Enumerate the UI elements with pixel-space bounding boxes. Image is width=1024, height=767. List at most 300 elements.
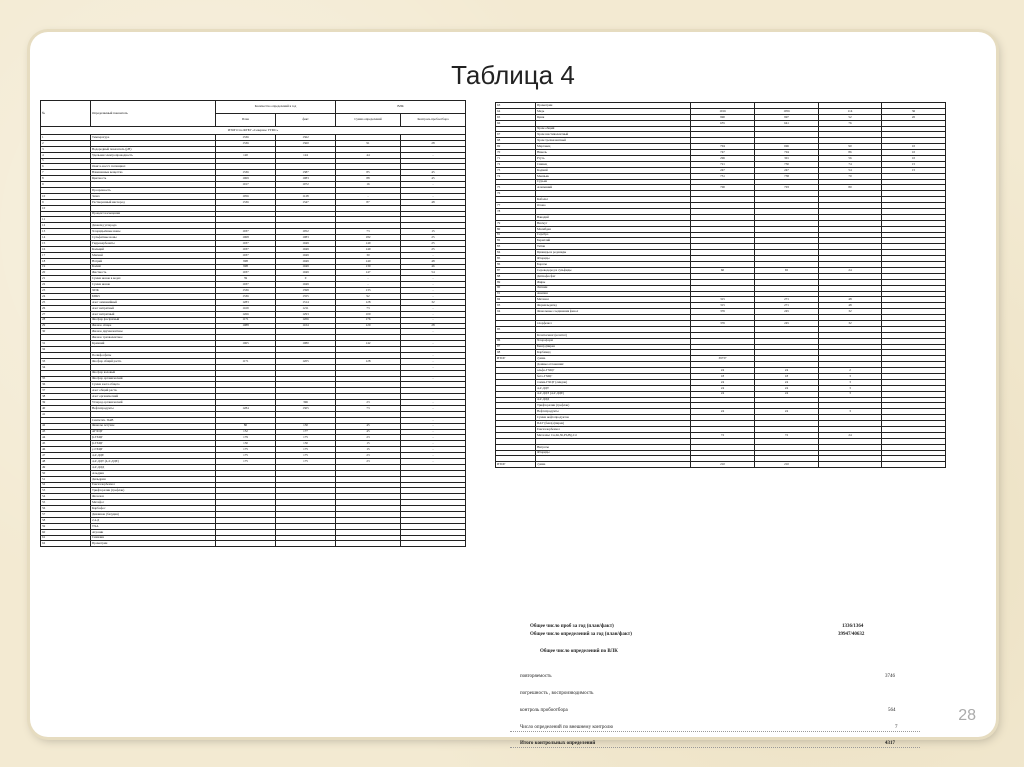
table-cell-b: 738 bbox=[755, 173, 819, 179]
summary-label: Общее число определений за год (план/факт) bbox=[530, 632, 632, 637]
table-cell-ctrl: - bbox=[401, 417, 466, 423]
summary-label: Общее число проб за год (план/факт) bbox=[530, 624, 614, 629]
summary-row bbox=[510, 741, 920, 748]
table-cell-n: 85 bbox=[496, 256, 536, 262]
table-cell-ctrl: - bbox=[401, 288, 466, 294]
table-cell-n: 1 bbox=[41, 135, 91, 141]
table-cell-plan: 1284 bbox=[216, 405, 276, 411]
table-cell-n: 2 bbox=[41, 140, 91, 146]
table-cell-plan: 120 bbox=[216, 152, 276, 158]
table-cell-name: Никель bbox=[536, 150, 691, 156]
table-cell-ctrl: - bbox=[401, 311, 466, 317]
table-cell-name: Диоксид углерода bbox=[91, 223, 216, 229]
table-cell-name: 2,4-Д bbox=[91, 517, 216, 523]
table-cell-c: 90 bbox=[819, 144, 882, 150]
table-cell-ctrl: - bbox=[401, 294, 466, 300]
table-cell-a: 24 bbox=[691, 409, 755, 415]
table-cell-b: 24 bbox=[755, 409, 819, 415]
table-cell-ctrl: - bbox=[401, 423, 466, 429]
table-cell-plan: 998 bbox=[216, 264, 276, 270]
table-cell-d: 10 bbox=[882, 144, 946, 150]
table-cell-plan bbox=[216, 541, 276, 547]
table-cell-plan: 1336 bbox=[216, 288, 276, 294]
table-cell-fact: 175 bbox=[276, 435, 336, 441]
table-cell-c bbox=[819, 462, 882, 468]
table-cell-c: 24 bbox=[819, 267, 882, 273]
table-cell-ctrl: - bbox=[401, 405, 466, 411]
table-cell-name: Дитиофосфат bbox=[536, 273, 691, 279]
table-cell-n: 9 bbox=[41, 182, 91, 188]
table-cell-b: 641 bbox=[755, 120, 819, 126]
table-cell-a: 60 bbox=[691, 267, 755, 273]
table-cell-b: 24 bbox=[755, 368, 819, 374]
table-cell-a: 18 bbox=[691, 373, 755, 379]
table-cell-ctrl: - bbox=[401, 317, 466, 323]
itogo-label: ИТОГО по ФГБУ «Северное УГМС» bbox=[41, 127, 466, 135]
table-cell-fact: 1049 bbox=[276, 270, 336, 276]
table-cell-name: Донные отложения: bbox=[536, 362, 691, 368]
table-cell-n: 79 bbox=[496, 220, 536, 226]
table-cell-plan: 175 bbox=[216, 458, 276, 464]
table-cell-c: 3 bbox=[819, 391, 882, 397]
table-cell-name: Ксантогенат (ксантат) bbox=[536, 332, 691, 338]
table-cell-name: Атразин bbox=[91, 529, 216, 535]
table-cell-name: Сероводород и сульфиды bbox=[536, 267, 691, 273]
table-cell-ctrl: 54 bbox=[401, 270, 466, 276]
header-plan: План bbox=[216, 114, 276, 127]
table-cell-ctrl: - bbox=[401, 252, 466, 258]
table-cell-name: Сульфатные ионы bbox=[91, 235, 216, 241]
table-cell-fact: 1049 bbox=[276, 258, 336, 264]
table-cell-name: Железо двухвалентное bbox=[91, 329, 216, 335]
table-cell-n: 53 bbox=[41, 488, 91, 494]
table-cell-n: 52 bbox=[41, 482, 91, 488]
table-cell-b: 210 bbox=[755, 462, 819, 468]
table-cell-name: 4,4'-ДДТ (4,4'-ДДЕ) bbox=[91, 458, 216, 464]
header-control: Контроль пробоотбора bbox=[401, 114, 466, 127]
table-cell-name: Жесткость bbox=[91, 270, 216, 276]
table-cell-b: 271 bbox=[755, 303, 819, 309]
table-cell-name: Фенольные соединения фенол bbox=[536, 309, 691, 315]
table-cell-a: 210 bbox=[691, 462, 755, 468]
table-cell-b: 704 bbox=[755, 150, 819, 156]
table-cell-sum: 87 bbox=[336, 199, 401, 205]
table-cell-c: 3 bbox=[819, 373, 882, 379]
table-cell-d: 10 bbox=[882, 150, 946, 156]
table-cell-plan: 179 bbox=[216, 435, 276, 441]
table-cell-n: 66 bbox=[496, 120, 536, 126]
table-cell-b: 247 bbox=[755, 167, 819, 173]
summary-row bbox=[510, 674, 920, 681]
table-cell-ctrl: 46 bbox=[401, 264, 466, 270]
table-cell-fact: 175 bbox=[276, 458, 336, 464]
table-cell-name: Цветность bbox=[91, 176, 216, 182]
table-cell-ctrl: 28 bbox=[401, 323, 466, 329]
table-cell-b: 24 bbox=[755, 385, 819, 391]
table-cell-n: 49 bbox=[41, 464, 91, 470]
table-cell-n: 45 bbox=[41, 441, 91, 447]
table-cell-plan: 1037 bbox=[216, 229, 276, 235]
table-cell-n: 90 bbox=[496, 285, 536, 291]
table-cell-name: Кремний bbox=[91, 341, 216, 347]
table-cell-d: 20 bbox=[882, 114, 946, 120]
table-cell-name: Диазинон (базудин) bbox=[91, 512, 216, 518]
table-cell-plan: 1171 bbox=[216, 317, 276, 323]
table-cell-sum: 73 bbox=[336, 405, 401, 411]
table-cell-c: 32 bbox=[819, 309, 882, 315]
summary-row bbox=[510, 624, 920, 631]
table-cell-sum: 142 bbox=[336, 341, 401, 347]
table-cell-name: Нефтепродукты bbox=[536, 409, 691, 415]
table-cell-n: 30 bbox=[41, 329, 91, 335]
table-cell-fact: 175 bbox=[276, 447, 336, 453]
table-cell-c: 86 bbox=[819, 150, 882, 156]
table-cell-name: Фосфор фосфатный bbox=[91, 317, 216, 323]
table-cell-name: Гексахлорбензол bbox=[536, 426, 691, 432]
table-cell-sum: 45 bbox=[336, 429, 401, 435]
table-cell-n: 87 bbox=[496, 267, 536, 273]
table-cell-b: 271 bbox=[755, 297, 819, 303]
table-cell-name: ΑΓΧЦΓ bbox=[91, 429, 216, 435]
table-cell-plan: 1037 bbox=[216, 282, 276, 288]
table-cell-name: Сумма азота общего bbox=[91, 382, 216, 388]
table-cell-a: 247 bbox=[691, 167, 755, 173]
table-cell-n: 71 bbox=[496, 156, 536, 162]
table-cell-n: 41 bbox=[41, 411, 91, 417]
table-cell-n: 65 bbox=[496, 114, 536, 120]
table-cell-ctrl: - bbox=[401, 152, 466, 158]
table-cell-name: Фенолы летучие bbox=[91, 423, 216, 429]
table-cell-n: 11 bbox=[41, 217, 91, 223]
table-cell-fact: 1347 bbox=[276, 199, 336, 205]
table-cell-name: Кобальт bbox=[536, 197, 691, 203]
table-cell-name: Фториды bbox=[536, 256, 691, 262]
header-vlk-group: ВЛК bbox=[336, 101, 466, 114]
table-cell-fact: 1083 bbox=[276, 235, 336, 241]
table-cell-n: 95 bbox=[496, 326, 536, 332]
table-cell-name: Бенз(а)пирен bbox=[536, 344, 691, 350]
table-cell-n: 47 bbox=[41, 453, 91, 459]
table-cell-name: Калий bbox=[91, 264, 216, 270]
table-cell-a: 704 bbox=[691, 144, 755, 150]
table-cell-name: ТХА bbox=[91, 523, 216, 529]
table-cell-n: 16 bbox=[41, 246, 91, 252]
table-cell-name: Фозалон bbox=[91, 494, 216, 500]
table-cell-name: Углерод органический bbox=[91, 400, 216, 406]
table-cell-ctrl: - bbox=[401, 364, 466, 370]
table-cell-n: ИТОГ bbox=[496, 356, 536, 362]
table-cell-sum: - bbox=[336, 276, 401, 282]
table-cell-n: 8 bbox=[41, 176, 91, 182]
table-cell-n: 5 bbox=[41, 158, 91, 164]
table-cell-name: Железо трехвалентное bbox=[91, 335, 216, 341]
table-cell-n: 92 bbox=[496, 297, 536, 303]
table-cell-name: Фториды bbox=[536, 450, 691, 456]
table-cell-fact: 1293 bbox=[276, 311, 336, 317]
table-cell-ctrl: - bbox=[401, 305, 466, 311]
header-sum: Сумма определений bbox=[336, 114, 401, 127]
table-cell-fact: 130 bbox=[276, 441, 336, 447]
table-cell-name: Гексахлорбензол bbox=[91, 482, 216, 488]
table-cell-name: Титан bbox=[536, 244, 691, 250]
table-cell-plan: 1336 bbox=[216, 199, 276, 205]
table-cell-a: 315 bbox=[691, 303, 755, 309]
table-cell-ctrl: - bbox=[401, 429, 466, 435]
table-cell-name: Карбофос bbox=[91, 506, 216, 512]
summary-value: 7 bbox=[895, 725, 898, 730]
table-cell-n: 44 bbox=[41, 435, 91, 441]
table-cell-n: 13 bbox=[41, 229, 91, 235]
table-cell-name: Фосфор общий раств. bbox=[91, 358, 216, 364]
table-cell-a: 296 bbox=[691, 156, 755, 162]
table-cell-n: 70 bbox=[496, 150, 536, 156]
table-cell-c: 80 bbox=[819, 185, 882, 191]
table-cell-n: 63 bbox=[496, 103, 536, 109]
table-cell-a: 721 bbox=[691, 161, 755, 167]
table-cell-c: 3 bbox=[819, 379, 882, 385]
table-cell-n: 38 bbox=[41, 394, 91, 400]
table-cell-name: Металлы: Cu,Zn,Ni,Pb,Hg,Cd bbox=[536, 432, 691, 438]
table-cell-plan: 1336 bbox=[216, 170, 276, 176]
table-cell-name: Полифосфаты bbox=[91, 352, 216, 358]
table-cell-sum: 92 bbox=[336, 294, 401, 300]
table-cell-a: 72 bbox=[691, 432, 755, 438]
table-cell-sum: 182 bbox=[336, 235, 401, 241]
table-cell-name: β-ГХЦГ bbox=[91, 441, 216, 447]
table-cell-name: Серебро bbox=[536, 232, 691, 238]
table-cell-ctrl: - bbox=[401, 276, 466, 282]
table-cell-fact: 175 bbox=[276, 453, 336, 459]
table-cell-name: Бораты bbox=[536, 262, 691, 268]
table-cell-name: Фосфор органический bbox=[91, 376, 216, 382]
table-cell-b: 24 bbox=[755, 379, 819, 385]
table-cell-plan: 1171 bbox=[216, 358, 276, 364]
table-cell-n: 83 bbox=[496, 244, 536, 250]
header-num: № bbox=[41, 101, 91, 127]
table-cell-b: 703 bbox=[755, 185, 819, 191]
table-cell-n: 4 bbox=[41, 152, 91, 158]
table-cell-n: 23 bbox=[41, 288, 91, 294]
table-cell-name: Азот нитратный bbox=[91, 305, 216, 311]
table-cell-name: Ванадий bbox=[536, 214, 691, 220]
slide bbox=[30, 32, 996, 746]
table-cell-name: Железо общее bbox=[91, 323, 216, 329]
table-cell-n: 74 bbox=[496, 173, 536, 179]
table-cell-name: Удельная электропроводность bbox=[91, 152, 216, 158]
table-cell-n: 54 bbox=[41, 494, 91, 500]
table-cell-c: 3 bbox=[819, 409, 882, 415]
summary-row bbox=[510, 649, 920, 656]
table-cell-fact: 0 bbox=[276, 276, 336, 282]
table-cell-n: 80 bbox=[496, 226, 536, 232]
table-cell-name: Молибден bbox=[536, 226, 691, 232]
table-cell-sum: 140 bbox=[336, 258, 401, 264]
table-cell-a: 24 bbox=[691, 368, 755, 374]
table-cell-fact: 1211 bbox=[276, 305, 336, 311]
table-cell-ctrl: 32 bbox=[401, 299, 466, 305]
table-cell-sum: - bbox=[336, 282, 401, 288]
table-cell-c: 70 bbox=[819, 173, 882, 179]
table-cell-sum: 23 bbox=[336, 458, 401, 464]
table-cell-sum: 88 bbox=[336, 176, 401, 182]
table-cell-plan: 175 bbox=[216, 447, 276, 453]
table-cell-sum: 15 bbox=[336, 441, 401, 447]
table-cell-name: ПАУ (бенз(а)пирен) bbox=[536, 421, 691, 427]
table-cell-n: 96 bbox=[496, 338, 536, 344]
table-cell-name: γ-ГХЦГ bbox=[91, 447, 216, 453]
table-cell-n: 78 bbox=[496, 209, 536, 215]
table-cell-name: Алюминий bbox=[536, 185, 691, 191]
table-cell-sum: 120 bbox=[336, 323, 401, 329]
table-cell-name: Хром общий bbox=[536, 126, 691, 132]
table-cell-name: Кальций bbox=[91, 246, 216, 252]
table-cell-c: 48 bbox=[819, 303, 882, 309]
table-cell-name: Магний bbox=[91, 252, 216, 258]
table-cell-a: 1016 bbox=[691, 108, 755, 114]
table-cell-name: Медь bbox=[536, 108, 691, 114]
table-cell-n: 73 bbox=[496, 167, 536, 173]
table-cell-b: 24 bbox=[755, 391, 819, 397]
table-cell-n: 39 bbox=[41, 400, 91, 406]
table-cell-name: Дильдрин bbox=[91, 476, 216, 482]
table-cell-b: 18 bbox=[755, 373, 819, 379]
table-cell-plan: 1068 bbox=[216, 235, 276, 241]
summary-value: 1336/1364 bbox=[842, 624, 864, 629]
table-cell-n: 57 bbox=[41, 512, 91, 518]
itogo-row bbox=[41, 127, 466, 135]
table-cell-name: 4,4'-ДДД bbox=[91, 464, 216, 470]
table-cell-sum: 45 bbox=[336, 423, 401, 429]
table-cell-name: Кадмий bbox=[536, 167, 691, 173]
table-cell-c: 56 bbox=[819, 156, 882, 162]
table-cell-name: Окисл.-восст. потенциал bbox=[91, 164, 216, 170]
table-cell-plan: 1037 bbox=[216, 270, 276, 276]
table-cell-name: Бериллий bbox=[536, 238, 691, 244]
table-cell-name: 4,4'-ДДД bbox=[536, 397, 691, 403]
table-cell-fact: 1362 bbox=[276, 135, 336, 141]
table-cell-sum: 176 bbox=[336, 317, 401, 323]
table-cell-fact: 1205 bbox=[276, 358, 336, 364]
table-cell-ctrl: - bbox=[401, 352, 466, 358]
table-cell-c: 48 bbox=[819, 297, 882, 303]
table-cell-fact: 1072 bbox=[276, 182, 336, 188]
table-cell-name: Нитраты bbox=[536, 444, 691, 450]
table-cell-a: 315 bbox=[691, 297, 755, 303]
table-row bbox=[496, 462, 946, 468]
table-cell-n: 46 bbox=[41, 447, 91, 453]
table-cell-name: Прометрин bbox=[91, 541, 216, 547]
table-cell-n: 62 bbox=[41, 541, 91, 547]
table-cell-n: 89 bbox=[496, 279, 536, 285]
table-cell-sum: 91 bbox=[336, 140, 401, 146]
table-cell-d: 10 bbox=[882, 156, 946, 162]
table-cell-name: Азот общий раств. bbox=[91, 388, 216, 394]
table-cell-n: 19 bbox=[41, 264, 91, 270]
table-cell-c: 52 bbox=[819, 114, 882, 120]
table-cell-fact: 1387 bbox=[276, 170, 336, 176]
summary-label: Число определений по внешнему контролю bbox=[520, 725, 614, 730]
table-cell-ctrl: 28 bbox=[401, 140, 466, 146]
table-cell-ctrl: 45 bbox=[401, 170, 466, 176]
table-cell-fact: 1049 bbox=[276, 252, 336, 258]
table-cell-ctrl: - bbox=[401, 441, 466, 447]
table-cell-sum: 149 bbox=[336, 246, 401, 252]
summary-value: 39947/40632 bbox=[838, 632, 865, 637]
table-cell-ctrl: - bbox=[401, 447, 466, 453]
table-cell-n: 17 bbox=[41, 252, 91, 258]
table-cell-name: Формальдегид bbox=[536, 303, 691, 309]
summary-value: 3746 bbox=[885, 674, 895, 679]
table-cell-ctrl: 15 bbox=[401, 229, 466, 235]
table-cell-fact: 1355 bbox=[276, 294, 336, 300]
summary-value: 564 bbox=[888, 708, 896, 713]
slide-number: 28 bbox=[958, 707, 976, 724]
table-cell-n: 40 bbox=[41, 405, 91, 411]
table-cell-sum: 73 bbox=[336, 305, 401, 311]
table-cell-a: 39737 bbox=[691, 356, 755, 362]
table-cell-b: 245 bbox=[755, 320, 819, 326]
table-cell-n: 81 bbox=[496, 232, 536, 238]
table-cell-n: 9 bbox=[41, 199, 91, 205]
table-cell-sum: 147 bbox=[336, 270, 401, 276]
table-cell-name: Лигнин bbox=[536, 285, 691, 291]
table-cell-name: Запах bbox=[91, 193, 216, 199]
table-cell-n: 69 bbox=[496, 144, 536, 150]
table-cell-n: 97 bbox=[496, 344, 536, 350]
table-cell-fact: 1305 bbox=[276, 405, 336, 411]
table-cell-n: 29 bbox=[41, 323, 91, 329]
table-cell-n: 6 bbox=[41, 164, 91, 170]
table-cell-ctrl: 48 bbox=[401, 258, 466, 264]
table-cell-n: 22 bbox=[41, 282, 91, 288]
table-cell-fact: 1049 bbox=[276, 282, 336, 288]
table-cell-plan: 1037 bbox=[216, 246, 276, 252]
table-cell-sum: 73 bbox=[336, 229, 401, 235]
table-cell-name: Цинк bbox=[536, 114, 691, 120]
table-cell-n: 18 bbox=[41, 258, 91, 264]
table-cell-name: Азот аммонийный bbox=[91, 299, 216, 305]
table-cell-sum: 130 bbox=[336, 264, 401, 270]
table-cell-plan: 80 bbox=[216, 423, 276, 429]
table-cell-ctrl bbox=[401, 541, 466, 547]
summary-row bbox=[510, 632, 920, 639]
summary-value: 4317 bbox=[885, 741, 895, 746]
table-cell-fact: 396 bbox=[276, 400, 336, 406]
table-cell-sum: 44 bbox=[336, 152, 401, 158]
summary-label: Итого контрольных определений bbox=[520, 741, 596, 746]
table-cell-a: 24 bbox=[691, 385, 755, 391]
table-cell-name: Хлориды/иные ионы bbox=[91, 229, 216, 235]
table-cell-d: 15 bbox=[882, 167, 946, 173]
table-cell-name: альфа-ГХЦГ bbox=[536, 368, 691, 374]
table-cell-name: Гидрокарбонаты bbox=[91, 241, 216, 247]
table-cell-n: 10 bbox=[41, 193, 91, 199]
table-cell-n: 27 bbox=[41, 311, 91, 317]
table-cell-n: 32 bbox=[41, 347, 91, 353]
table-cell-name: Растворенный кислород bbox=[91, 199, 216, 205]
table-header-row bbox=[41, 101, 466, 114]
table-cell-b: 65 bbox=[755, 267, 819, 273]
table-cell-fact: 1128 bbox=[276, 193, 336, 199]
table-cell-name: Прозрачность bbox=[91, 188, 216, 194]
table-cell-sum: 100 bbox=[336, 311, 401, 317]
table-cell-plan: 1069 bbox=[216, 176, 276, 182]
table-cell-a: 731 bbox=[691, 173, 755, 179]
table-cell-name: Ртуть bbox=[536, 156, 691, 162]
table-cell-name: Прометрин bbox=[536, 103, 691, 109]
table-cell-d: 15 bbox=[882, 161, 946, 167]
table-cell-name: Симазин bbox=[91, 535, 216, 541]
